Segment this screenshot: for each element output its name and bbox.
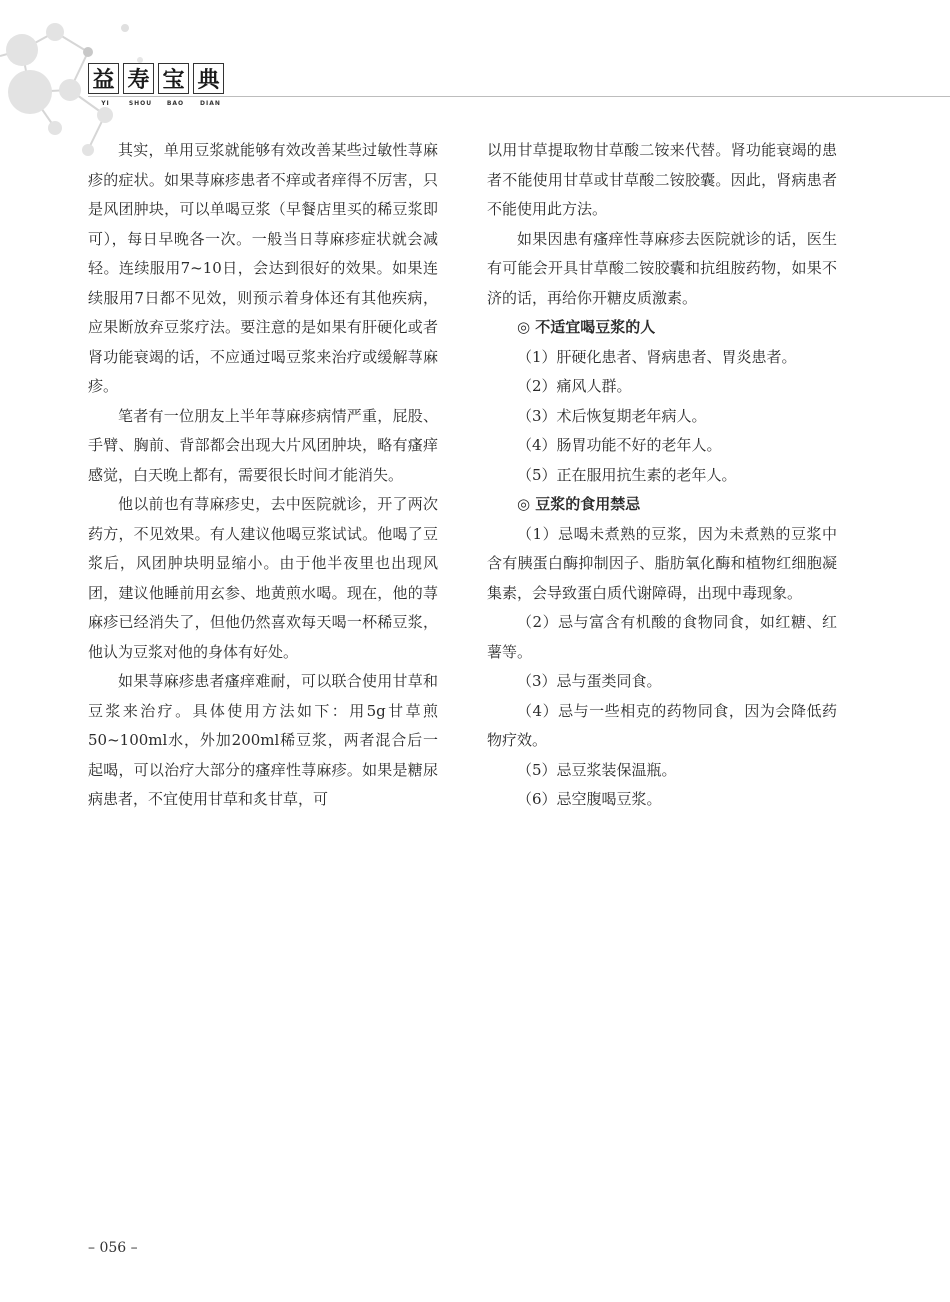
body-paragraph: 如果因患有瘙痒性荨麻疹去医院就诊的话，医生有可能会开具甘草酸二铵胶囊和抗组胺药物，如果不济的话，再给你开糖皮质激素。 — [487, 229, 837, 307]
list-item: （1）肝硬化患者、肾病患者、胃炎患者。 — [517, 347, 797, 366]
list-item: （4）肠胃功能不好的老年人。 — [517, 436, 722, 454]
pinyin-syllable: SHOU — [128, 100, 153, 107]
pinyin-syllable: YI — [101, 100, 110, 107]
body-paragraph: 如果荨麻疹患者瘙痒难耐，可以联合使用甘草和豆浆来治疗。具体使用方法如下：用5g甘草煎50~100ml水，外加200ml稀豆浆，两者混合后一起喝，可以治疗大部分的瘙痒性荨麻疹。如果是糖尿病患者，不宜使用甘草和炙甘草，可 — [88, 672, 438, 808]
list-item: （3）忌与蛋类同食。 — [517, 672, 662, 690]
logo-char: 寿 — [123, 63, 154, 94]
body-paragraph: 其实，单用豆浆就能够有效改善某些过敏性荨麻疹的症状。如果荨麻疹患者不痒或者痒得不厉害，只是风团肿块，可以单喝豆浆（早餐店里买的稀豆浆即可），每日早晚各一次。一般当日荨麻疹症状就会减轻。连续服用7~10日，会达到很好的效果。如果连续服用7日都不见效，则预示着身体还有其他疾病，应果断放弃豆浆疗法。要注意的是如果有肝硬化或者肾功能衰竭的话，不应通过喝豆浆来治疗或缓解荨麻疹。 — [88, 141, 438, 395]
list-item: （1）忌喝未煮熟的豆浆，因为未煮熟的豆浆中含有胰蛋白酶抑制因子、脂肪氧化酶和植物红细胞凝集素，会导致蛋白质代谢障碍，出现中毒现象。 — [487, 524, 837, 602]
list-item: （2）忌与富含有机酸的食物同食，如红糖、红薯等。 — [487, 613, 837, 661]
logo-char: 典 — [193, 63, 224, 94]
list-item: （5）忌豆浆装保温瓶。 — [517, 760, 677, 779]
page-number: – 056 – — [88, 1240, 138, 1256]
continued-paragraph: 以用甘草提取物甘草酸二铵来代替。肾功能衰竭的患者不能使用甘草或甘草酸二铵胶囊。因此，肾病患者不能使用此方法。 — [487, 141, 837, 218]
body-paragraph: 他以前也有荨麻疹史，去中医院就诊，开了两次药方，不见效果。有人建议他喝豆浆试试。他喝了豆浆后，风团肿块明显缩小。由于他半夜里也出现风团，建议他睡前用玄参、地黄煎水喝。现在，他的荨麻疹已经消失了，但他仍然喜欢每天喝一杯稀豆浆，他认为豆浆对他的身体有好处。 — [88, 495, 438, 661]
section-heading: ◎ 不适宜喝豆浆的人 — [517, 318, 656, 336]
list-item: （4）忌与一些相克的药物同食，因为会降低药物疗效。 — [487, 701, 837, 749]
logo-pinyin — [88, 100, 228, 107]
list-item: （2）痛风人群。 — [517, 377, 632, 395]
logo-char: 益 — [88, 63, 119, 94]
body-paragraph: 笔者有一位朋友上半年荨麻疹病情严重，屁股、手臂、胸前、背部都会出现大片风团肿块，略有瘙痒感觉，白天晚上都有，需要很长时间才能消失。 — [88, 406, 438, 484]
pinyin-syllable: DIAN — [200, 100, 221, 107]
pinyin-syllable: BAO — [166, 100, 185, 107]
list-item: （3）术后恢复期老年病人。 — [517, 406, 707, 425]
section-heading: ◎ 豆浆的食用禁忌 — [517, 495, 641, 513]
book-logo — [88, 63, 224, 94]
left-column — [88, 136, 438, 815]
header-rule — [88, 96, 950, 97]
logo-char: 宝 — [158, 63, 189, 94]
list-item: （5）正在服用抗生素的老年人。 — [517, 465, 737, 484]
list-item: （6）忌空腹喝豆浆。 — [517, 790, 662, 808]
right-column — [487, 136, 837, 815]
